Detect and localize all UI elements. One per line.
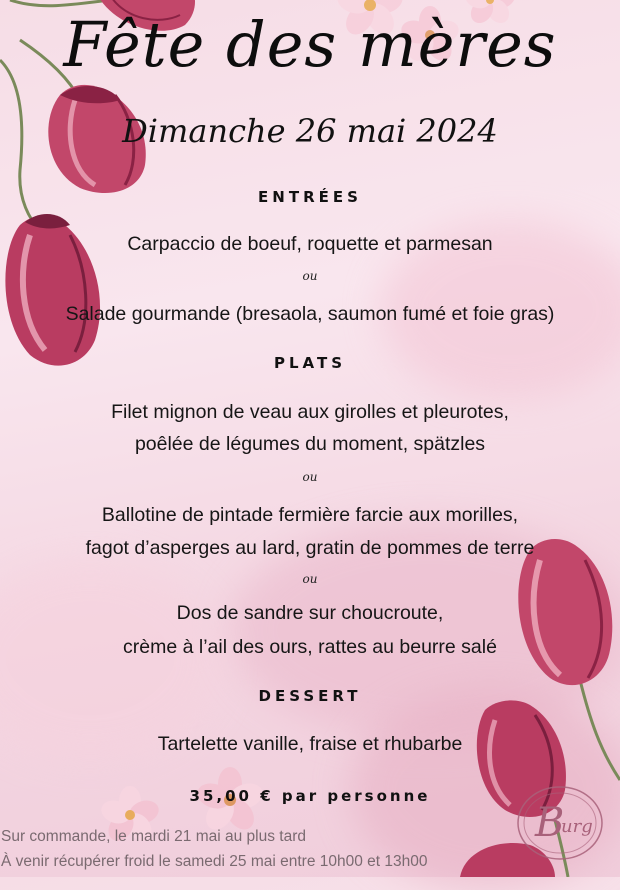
brand-logo	[505, 778, 611, 868]
separator-ou: ou	[302, 269, 318, 283]
event-date: Dimanche 26 mai 2024	[122, 112, 498, 150]
dish-entree-2: Salade gourmande (bresaola, saumon fumé et foie gras)	[65, 303, 555, 325]
separator-ou: ou	[302, 470, 318, 484]
page-title: Fête des mères	[63, 8, 557, 81]
pickup-note: À venir récupérer froid le samedi 25 mai entre 10h00 et 13h00	[1, 853, 428, 870]
section-heading-entrees: ENTRÉES	[258, 188, 362, 206]
price: 35,00 € par personne	[189, 787, 431, 805]
dish-plat-1-line-1: Filet mignon de veau aux girolles et pleurotes,	[111, 401, 509, 423]
dish-plat-3-line-1: Dos de sandre sur choucroute,	[176, 602, 444, 624]
order-deadline-note: Sur commande, le mardi 21 mai au plus tard	[1, 828, 306, 845]
logo-letter: B	[535, 800, 565, 846]
logo-emblem-icon	[505, 778, 611, 868]
logo-text: urg	[561, 816, 593, 837]
dish-dessert-1: Tartelette vanille, fraise et rhubarbe	[157, 733, 463, 755]
section-heading-plats: PLATS	[273, 354, 347, 372]
dish-entree-1: Carpaccio de boeuf, roquette et parmesan	[127, 233, 493, 255]
section-heading-dessert: DESSERT	[258, 687, 362, 705]
dish-plat-1-line-2: poêlée de légumes du moment, spätzles	[134, 433, 486, 455]
dish-plat-3-line-2: crème à l’ail des ours, rattes au beurre salé	[123, 636, 497, 658]
dish-plat-2-line-2: fagot d’asperges au lard, gratin de pommes de terre	[85, 537, 535, 559]
dish-plat-2-line-1: Ballotine de pintade fermière farcie aux morilles,	[101, 504, 519, 526]
separator-ou: ou	[302, 572, 318, 586]
